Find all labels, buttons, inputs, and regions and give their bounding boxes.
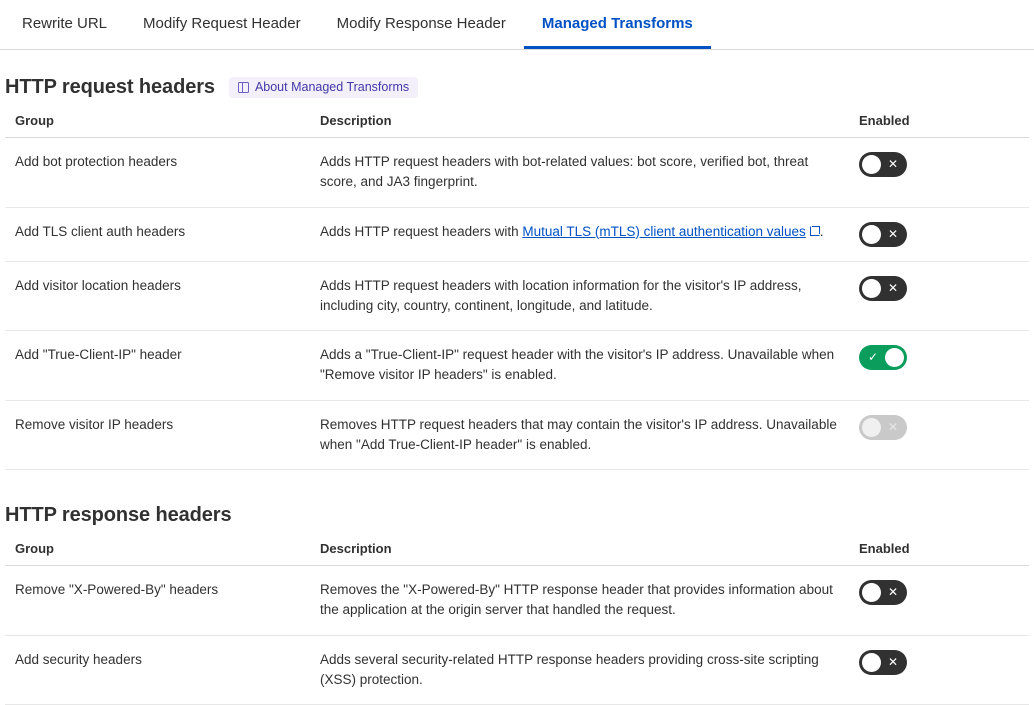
toggle-knob (862, 225, 881, 244)
toggle-off-icon: ✕ (888, 585, 899, 599)
row-description-suffix: . (819, 223, 824, 239)
row-description (310, 207, 849, 261)
request-headers-section-header (5, 76, 1029, 99)
toggle-remove-x-powered-by-headers[interactable] (859, 580, 907, 605)
table-header-row (5, 113, 1029, 138)
column-header-enabled: Enabled (849, 541, 1029, 566)
table-row (5, 566, 1029, 636)
toggle-add-true-client-ip-header[interactable] (859, 345, 907, 370)
toggle-knob (885, 348, 904, 367)
toggle-add-tls-client-auth-headers[interactable] (859, 222, 907, 247)
toggle-add-security-headers[interactable] (859, 650, 907, 675)
request-headers-title: HTTP request headers (5, 76, 215, 98)
response-headers-table (5, 541, 1029, 705)
response-headers-section-header (5, 504, 1029, 527)
toggle-off-icon: ✕ (888, 226, 899, 241)
row-group-label: Add "True-Client-IP" header (5, 331, 310, 401)
row-group-label: Add TLS client auth headers (5, 207, 310, 261)
column-header-group: Group (5, 113, 310, 138)
row-group-label: Remove visitor IP headers (5, 400, 310, 470)
toggle-knob (862, 418, 881, 437)
toggle-knob (862, 279, 881, 298)
toggle-knob (862, 155, 881, 174)
row-enabled-cell (849, 566, 1029, 636)
row-enabled-cell (849, 138, 1029, 208)
toggle-on-icon: ✓ (868, 350, 879, 364)
main-content (0, 76, 1034, 705)
row-enabled-cell (849, 400, 1029, 470)
toggle-knob (862, 653, 881, 672)
table-row (5, 261, 1029, 331)
tab-bar (0, 0, 1034, 50)
row-enabled-cell (849, 331, 1029, 401)
table-row (5, 635, 1029, 705)
row-group-label: Add bot protection headers (5, 138, 310, 208)
external-link-icon (810, 226, 820, 236)
book-icon (238, 82, 249, 93)
table-row (5, 400, 1029, 470)
row-description-prefix: Adds HTTP request headers with (320, 223, 523, 239)
mtls-client-auth-link[interactable]: Mutual TLS (mTLS) client authentication values (522, 223, 806, 239)
table-row (5, 331, 1029, 401)
toggle-off-icon: ✕ (888, 157, 899, 171)
toggle-off-icon: ✕ (888, 419, 899, 434)
toggle-add-bot-protection-headers[interactable] (859, 152, 907, 177)
table-header-row (5, 541, 1029, 566)
toggle-add-visitor-location-headers[interactable] (859, 276, 907, 301)
tab-managed-transforms[interactable]: Managed Transforms (524, 0, 711, 49)
row-description: Adds several security-related HTTP response headers providing cross-site scripting (XSS) protection. (310, 635, 849, 705)
tab-modify-response-header[interactable]: Modify Response Header (336, 14, 506, 32)
toggle-off-icon: ✕ (888, 654, 899, 669)
row-description: Removes the "X-Powered-By" HTTP response header that provides information about the application at the origin server that handled the request. (310, 566, 849, 636)
row-enabled-cell (849, 207, 1029, 261)
table-row (5, 138, 1029, 208)
column-header-description: Description (310, 113, 849, 138)
toggle-off-icon: ✕ (888, 280, 899, 295)
row-group-label: Add visitor location headers (5, 261, 310, 331)
about-managed-transforms-label: About Managed Transforms (254, 80, 410, 95)
column-header-group: Group (5, 541, 310, 566)
row-group-label: Remove "X-Powered-By" headers (5, 566, 310, 636)
row-enabled-cell (849, 635, 1029, 705)
response-headers-title: HTTP response headers (5, 504, 232, 526)
column-header-description: Description (310, 541, 849, 566)
tab-modify-request-header[interactable]: Modify Request Header (143, 14, 301, 32)
tab-rewrite-url[interactable]: Rewrite URL (22, 14, 108, 32)
table-row (5, 207, 1029, 261)
row-description: Adds HTTP request headers with bot-related values: bot score, verified bot, threat score, and JA3 fingerprint. (310, 138, 849, 208)
row-description: Adds a "True-Client-IP" request header with the visitor's IP address. Unavailable when "Remove visitor IP headers" is enabled. (310, 331, 849, 401)
toggle-remove-visitor-ip-headers (859, 415, 907, 440)
about-managed-transforms-button[interactable] (229, 77, 418, 98)
row-description: Adds HTTP request headers with location information for the visitor's IP address, including city, country, continent, longitude, and latitude. (310, 261, 849, 331)
request-headers-table (5, 113, 1029, 470)
row-description: Removes HTTP request headers that may contain the visitor's IP address. Unavailable when "Add True-Client-IP header" is enabled. (310, 400, 849, 470)
column-header-enabled: Enabled (849, 113, 1029, 138)
toggle-knob (862, 583, 881, 602)
row-group-label: Add security headers (5, 635, 310, 705)
row-enabled-cell (849, 261, 1029, 331)
